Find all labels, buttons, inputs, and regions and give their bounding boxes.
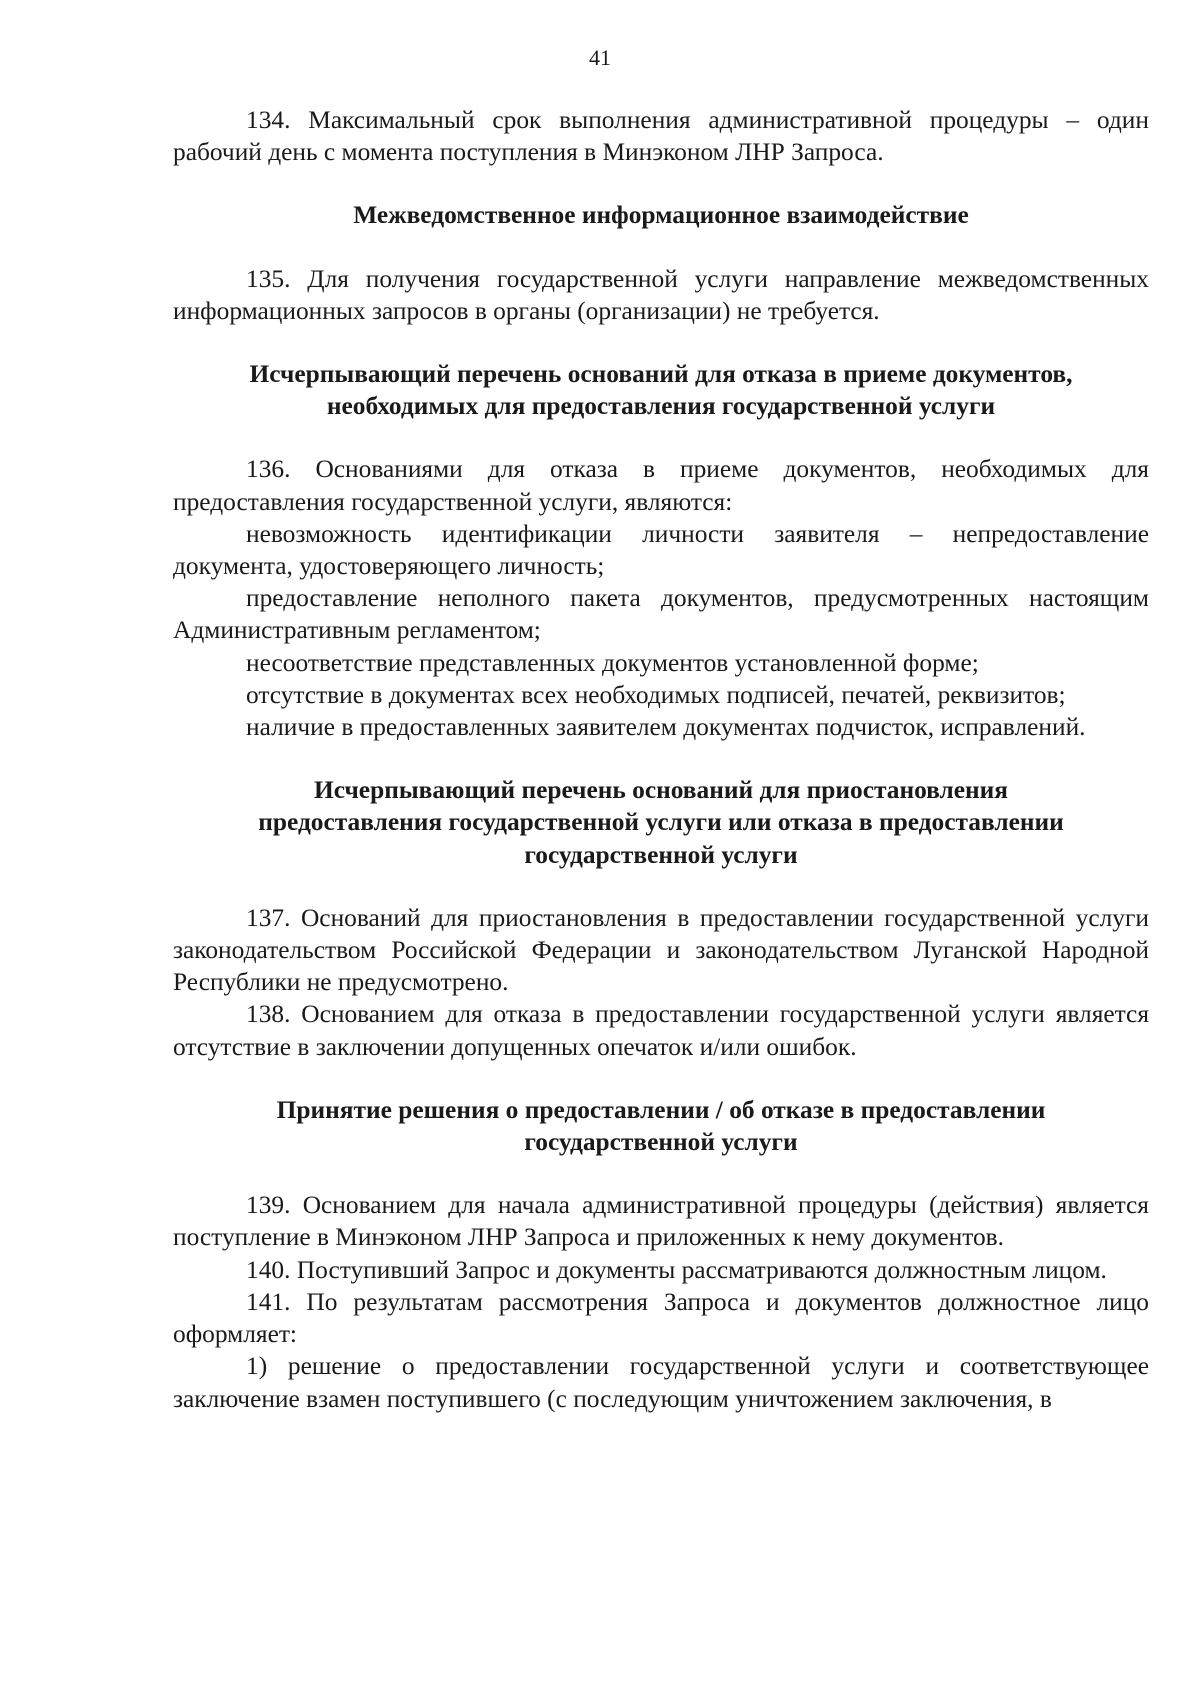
paragraph-136: 136. Основаниями для отказа в приеме документов, необходимых для предоставления государственной услуги, являются: <box>173 455 1149 516</box>
section-heading-refusal-grounds <box>173 358 1149 422</box>
heading-line: Исчерпывающий перечень оснований для отказа в приеме документов, <box>249 360 1073 389</box>
section-heading-suspension-grounds <box>173 774 1149 871</box>
list-item: отсутствие в документах всех необходимых подписей, печатей, реквизитов; <box>246 680 1066 709</box>
paragraph-135: 135. Для получения государственной услуги направление межведомственных информационных запросов в органы (организации) не требуется. <box>173 264 1149 325</box>
list-item: предоставление неполного пакета документов, предусмотренных настоящим Административным регламентом; <box>173 584 1149 645</box>
paragraph-140: 140. Поступивший Запрос и документы рассматриваются должностным лицом. <box>246 1255 1107 1284</box>
paragraph-139: 139. Основанием для начала административной процедуры (действия) является поступление в Минэконом ЛНР Запроса и приложенных к нему документов. <box>173 1191 1149 1252</box>
list-item: несоответствие представленных документов установленной форме; <box>246 648 979 677</box>
paragraph-137: 137. Оснований для приостановления в предоставлении государственной услуги законодательством Российской Федерации и законодательством Луганской Народной Республики не предусмотрено. <box>173 903 1149 997</box>
page-content <box>173 104 1149 1415</box>
list-item: невозможность идентификации личности заявителя – непредоставление документа, удостоверяющего личность; <box>173 519 1149 581</box>
heading-line: необходимых для предоставления государственной услуги <box>326 392 996 421</box>
heading-line: Принятие решения о предоставлении / об отказе в предоставлении <box>276 1095 1046 1124</box>
heading-line: государственной услуги <box>524 1128 798 1157</box>
heading-line: Исчерпывающий перечень оснований для приостановления <box>313 776 1009 805</box>
list-item: наличие в предоставленных заявителем документах подчисток, исправлений. <box>246 713 1086 742</box>
paragraph-134: 134. Максимальный срок выполнения административной процедуры – один рабочий день с момента поступления в Минэконом ЛНР Запроса. <box>173 106 1149 167</box>
section-heading-decision <box>173 1094 1149 1158</box>
list-item: 1) решение о предоставлении государственной услуги и соответствующее заключение взамен поступившего (с последующим уничтожением заключения, в <box>173 1352 1149 1413</box>
paragraph-141: 141. По результатам рассмотрения Запроса и документов должностное лицо оформляет: <box>173 1287 1149 1349</box>
heading-line: государственной услуги <box>524 840 798 869</box>
page-number: 41 <box>589 45 611 70</box>
heading-line: предоставления государственной услуги или отказа в предоставлении <box>258 808 1064 837</box>
section-heading-interagency: Межведомственное информационное взаимодействие <box>353 201 969 230</box>
paragraph-138: 138. Основанием для отказа в предоставлении государственной услуги является отсутствие в заключении допущенных опечаток и/или ошибок. <box>173 1000 1149 1061</box>
